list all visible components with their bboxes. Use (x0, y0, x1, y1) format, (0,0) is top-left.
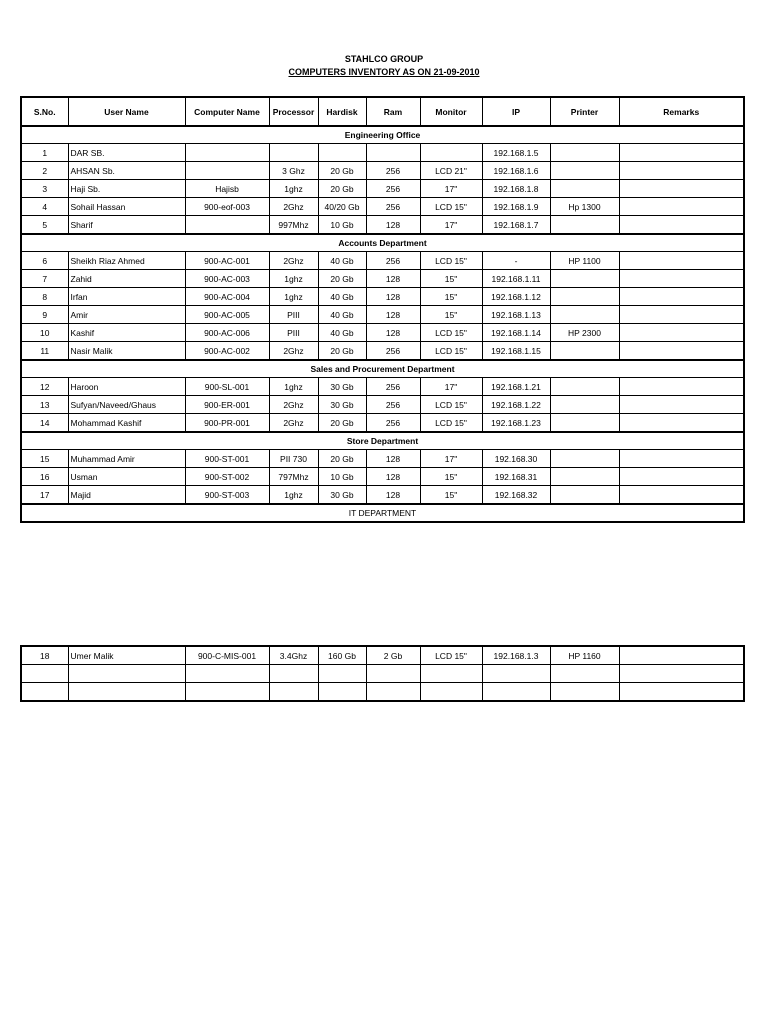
cell-sno: 10 (21, 324, 68, 342)
cell-sno: 17 (21, 486, 68, 505)
cell-sno: 16 (21, 468, 68, 486)
cell-ip: 192.168.1.23 (482, 414, 550, 433)
cell-ram: 128 (366, 216, 420, 235)
cell-hardisk: 10 Gb (318, 468, 366, 486)
table-row (21, 162, 744, 180)
column-header-ram: Ram (366, 97, 420, 126)
cell-hardisk: 20 Gb (318, 450, 366, 468)
cell-computer-name: 900-AC-002 (185, 342, 269, 361)
cell-monitor (420, 144, 482, 162)
cell-ram: 128 (366, 324, 420, 342)
cell-processor (269, 665, 318, 683)
department-title: Accounts Department (21, 234, 744, 252)
cell-processor (269, 144, 318, 162)
cell-ram (366, 665, 420, 683)
cell-user-name (68, 665, 185, 683)
cell-ram (366, 683, 420, 702)
cell-ram: 128 (366, 270, 420, 288)
cell-remarks (619, 270, 744, 288)
cell-computer-name: 900-ST-003 (185, 486, 269, 505)
cell-remarks (619, 665, 744, 683)
cell-ram (366, 144, 420, 162)
cell-computer-name (185, 144, 269, 162)
cell-processor: 797Mhz (269, 468, 318, 486)
cell-remarks (619, 468, 744, 486)
cell-remarks (619, 288, 744, 306)
cell-computer-name: 900-AC-003 (185, 270, 269, 288)
cell-computer-name (185, 665, 269, 683)
department-title: Sales and Procurement Department (21, 360, 744, 378)
cell-processor: 3.4Ghz (269, 646, 318, 665)
cell-monitor: 15" (420, 270, 482, 288)
cell-monitor (420, 665, 482, 683)
cell-monitor (420, 683, 482, 702)
cell-processor: 1ghz (269, 270, 318, 288)
cell-hardisk: 40 Gb (318, 324, 366, 342)
cell-printer (550, 180, 619, 198)
cell-user-name (68, 683, 185, 702)
cell-user-name: AHSAN Sb. (68, 162, 185, 180)
cell-ip (482, 665, 550, 683)
cell-computer-name: 900-AC-006 (185, 324, 269, 342)
cell-user-name: Irfan (68, 288, 185, 306)
cell-printer (550, 270, 619, 288)
table-row (21, 450, 744, 468)
cell-remarks (619, 324, 744, 342)
cell-ram: 128 (366, 450, 420, 468)
table-row (21, 216, 744, 235)
cell-hardisk: 20 Gb (318, 162, 366, 180)
cell-processor: 1ghz (269, 288, 318, 306)
cell-monitor: LCD 15" (420, 342, 482, 361)
cell-remarks (619, 646, 744, 665)
cell-ip: 192.168.30 (482, 450, 550, 468)
cell-user-name: DAR SB. (68, 144, 185, 162)
cell-hardisk: 40 Gb (318, 288, 366, 306)
cell-ip: 192.168.1.3 (482, 646, 550, 665)
cell-monitor: 15" (420, 288, 482, 306)
cell-sno (21, 683, 68, 702)
cell-processor: 2Ghz (269, 414, 318, 433)
cell-user-name: Sheikh Riaz Ahmed (68, 252, 185, 270)
department-row (21, 432, 744, 450)
cell-monitor: 15" (420, 468, 482, 486)
cell-processor: 2Ghz (269, 342, 318, 361)
cell-ram: 256 (366, 252, 420, 270)
cell-ip: 192.168.1.7 (482, 216, 550, 235)
cell-sno: 4 (21, 198, 68, 216)
cell-remarks (619, 683, 744, 702)
cell-user-name: Majid (68, 486, 185, 505)
cell-printer (550, 378, 619, 396)
table-row (21, 342, 744, 361)
column-header-user-name: User Name (68, 97, 185, 126)
table-row (21, 646, 744, 665)
cell-ram: 256 (366, 162, 420, 180)
cell-ip: 192.168.1.14 (482, 324, 550, 342)
table-row (21, 396, 744, 414)
table-row (21, 252, 744, 270)
cell-ip: 192.168.31 (482, 468, 550, 486)
table-row (21, 414, 744, 433)
column-header-printer: Printer (550, 97, 619, 126)
cell-sno: 5 (21, 216, 68, 235)
cell-printer: HP 1160 (550, 646, 619, 665)
cell-processor: 2Ghz (269, 396, 318, 414)
cell-printer (550, 468, 619, 486)
cell-processor: 1ghz (269, 180, 318, 198)
cell-user-name: Kashif (68, 324, 185, 342)
cell-processor: 997Mhz (269, 216, 318, 235)
cell-user-name: Mohammad Kashif (68, 414, 185, 433)
cell-printer (550, 288, 619, 306)
cell-sno: 18 (21, 646, 68, 665)
cell-hardisk (318, 683, 366, 702)
cell-printer (550, 665, 619, 683)
cell-printer (550, 144, 619, 162)
cell-hardisk: 20 Gb (318, 180, 366, 198)
cell-printer: HP 1100 (550, 252, 619, 270)
cell-hardisk (318, 665, 366, 683)
column-header-monitor: Monitor (420, 97, 482, 126)
column-header-sno: S.No. (21, 97, 68, 126)
cell-user-name: Usman (68, 468, 185, 486)
column-header-hardisk: Hardisk (318, 97, 366, 126)
cell-ip: 192.168.1.9 (482, 198, 550, 216)
cell-ram: 128 (366, 486, 420, 505)
cell-printer (550, 683, 619, 702)
cell-printer (550, 162, 619, 180)
cell-sno: 14 (21, 414, 68, 433)
table-row (21, 665, 744, 683)
table-row (21, 306, 744, 324)
cell-ram: 2 Gb (366, 646, 420, 665)
cell-printer: HP 2300 (550, 324, 619, 342)
cell-user-name: Sufyan/Naveed/Ghaus (68, 396, 185, 414)
inventory-table (20, 96, 745, 523)
cell-remarks (619, 306, 744, 324)
cell-user-name: Sohail Hassan (68, 198, 185, 216)
cell-monitor: 15" (420, 306, 482, 324)
table-row (21, 378, 744, 396)
cell-ram: 256 (366, 396, 420, 414)
cell-processor: 2Ghz (269, 198, 318, 216)
cell-sno: 11 (21, 342, 68, 361)
cell-sno: 12 (21, 378, 68, 396)
cell-sno: 9 (21, 306, 68, 324)
cell-hardisk: 30 Gb (318, 396, 366, 414)
cell-processor: 1ghz (269, 378, 318, 396)
cell-remarks (619, 198, 744, 216)
cell-monitor: LCD 15" (420, 646, 482, 665)
cell-monitor: LCD 15" (420, 252, 482, 270)
cell-user-name: Amir (68, 306, 185, 324)
cell-printer (550, 414, 619, 433)
cell-ip: 192.168.1.21 (482, 378, 550, 396)
cell-computer-name: 900-AC-005 (185, 306, 269, 324)
cell-ram: 128 (366, 468, 420, 486)
cell-monitor: 17" (420, 450, 482, 468)
cell-processor: PIII (269, 324, 318, 342)
table-row (21, 324, 744, 342)
cell-user-name: Umer Malik (68, 646, 185, 665)
inventory-subtitle: COMPUTERS INVENTORY AS ON 21-09-2010 (288, 67, 480, 77)
cell-printer (550, 486, 619, 505)
cell-remarks (619, 252, 744, 270)
cell-sno: 3 (21, 180, 68, 198)
cell-monitor: LCD 15" (420, 198, 482, 216)
cell-monitor: LCD 15" (420, 396, 482, 414)
cell-user-name: Muhammad Amir (68, 450, 185, 468)
cell-processor: 3 Ghz (269, 162, 318, 180)
table-row (21, 288, 744, 306)
column-header-computer-name: Computer Name (185, 97, 269, 126)
cell-ip: 192.168.1.5 (482, 144, 550, 162)
cell-hardisk: 30 Gb (318, 486, 366, 505)
cell-ram: 256 (366, 342, 420, 361)
department-title: Engineering Office (21, 126, 744, 144)
cell-remarks (619, 216, 744, 235)
header-row (21, 97, 744, 126)
cell-monitor: 15" (420, 486, 482, 505)
table-row (21, 144, 744, 162)
cell-computer-name: Hajisb (185, 180, 269, 198)
department-row (21, 360, 744, 378)
cell-computer-name: 900-SL-001 (185, 378, 269, 396)
cell-hardisk: 40/20 Gb (318, 198, 366, 216)
cell-computer-name: 900-AC-001 (185, 252, 269, 270)
cell-ip: 192.168.1.22 (482, 396, 550, 414)
cell-user-name: Haroon (68, 378, 185, 396)
it-department-table (20, 645, 745, 702)
table-row (21, 180, 744, 198)
cell-ip: 192.168.1.15 (482, 342, 550, 361)
cell-hardisk: 20 Gb (318, 342, 366, 361)
cell-remarks (619, 162, 744, 180)
column-header-processor: Processor (269, 97, 318, 126)
cell-computer-name (185, 216, 269, 235)
cell-ram: 256 (366, 378, 420, 396)
department-title: IT DEPARTMENT (21, 504, 744, 522)
cell-processor: 1ghz (269, 486, 318, 505)
table-row (21, 468, 744, 486)
cell-printer (550, 342, 619, 361)
cell-ip: 192.168.32 (482, 486, 550, 505)
cell-computer-name: 900-ST-001 (185, 450, 269, 468)
cell-computer-name: 900-eof-003 (185, 198, 269, 216)
cell-hardisk (318, 144, 366, 162)
cell-processor (269, 683, 318, 702)
cell-processor: PII 730 (269, 450, 318, 468)
cell-ram: 256 (366, 414, 420, 433)
table-row (21, 486, 744, 505)
cell-printer (550, 306, 619, 324)
cell-user-name: Haji Sb. (68, 180, 185, 198)
cell-computer-name: 900-C-MIS-001 (185, 646, 269, 665)
cell-monitor: LCD 15" (420, 414, 482, 433)
cell-printer (550, 396, 619, 414)
cell-monitor: LCD 21" (420, 162, 482, 180)
department-row (21, 126, 744, 144)
cell-sno: 1 (21, 144, 68, 162)
department-title: Store Department (21, 432, 744, 450)
column-header-ip: IP (482, 97, 550, 126)
cell-remarks (619, 378, 744, 396)
cell-computer-name: 900-AC-004 (185, 288, 269, 306)
cell-computer-name: 900-ER-001 (185, 396, 269, 414)
cell-monitor: 17" (420, 378, 482, 396)
cell-ip: 192.168.1.8 (482, 180, 550, 198)
cell-sno: 2 (21, 162, 68, 180)
department-row (21, 234, 744, 252)
cell-sno (21, 665, 68, 683)
cell-remarks (619, 144, 744, 162)
column-header-remarks: Remarks (619, 97, 744, 126)
cell-ram: 256 (366, 180, 420, 198)
cell-hardisk: 30 Gb (318, 378, 366, 396)
cell-sno: 15 (21, 450, 68, 468)
cell-ip: 192.168.1.13 (482, 306, 550, 324)
cell-ip: 192.168.1.12 (482, 288, 550, 306)
cell-ip: - (482, 252, 550, 270)
cell-monitor: LCD 15" (420, 324, 482, 342)
cell-ip: 192.168.1.11 (482, 270, 550, 288)
cell-hardisk: 160 Gb (318, 646, 366, 665)
cell-printer (550, 450, 619, 468)
cell-remarks (619, 414, 744, 433)
cell-remarks (619, 342, 744, 361)
department-row (21, 504, 744, 522)
cell-processor: PIII (269, 306, 318, 324)
cell-computer-name: 900-PR-001 (185, 414, 269, 433)
cell-printer: Hp 1300 (550, 198, 619, 216)
cell-remarks (619, 180, 744, 198)
cell-hardisk: 20 Gb (318, 414, 366, 433)
table-row (21, 270, 744, 288)
cell-ip: 192.168.1.6 (482, 162, 550, 180)
cell-computer-name (185, 162, 269, 180)
cell-sno: 8 (21, 288, 68, 306)
cell-remarks (619, 450, 744, 468)
cell-hardisk: 20 Gb (318, 270, 366, 288)
cell-processor: 2Ghz (269, 252, 318, 270)
cell-computer-name (185, 683, 269, 702)
company-title: STAHLCO GROUP (344, 54, 424, 64)
cell-remarks (619, 396, 744, 414)
table-row (21, 683, 744, 702)
cell-user-name: Nasir Malik (68, 342, 185, 361)
cell-ip (482, 683, 550, 702)
cell-printer (550, 216, 619, 235)
cell-monitor: 17" (420, 180, 482, 198)
cell-hardisk: 10 Gb (318, 216, 366, 235)
cell-computer-name: 900-ST-002 (185, 468, 269, 486)
table-row (21, 198, 744, 216)
cell-ram: 128 (366, 306, 420, 324)
cell-monitor: 17" (420, 216, 482, 235)
cell-sno: 6 (21, 252, 68, 270)
cell-hardisk: 40 Gb (318, 306, 366, 324)
cell-hardisk: 40 Gb (318, 252, 366, 270)
cell-ram: 128 (366, 288, 420, 306)
cell-user-name: Zahid (68, 270, 185, 288)
cell-sno: 7 (21, 270, 68, 288)
cell-ram: 256 (366, 198, 420, 216)
cell-user-name: Sharif (68, 216, 185, 235)
cell-sno: 13 (21, 396, 68, 414)
cell-remarks (619, 486, 744, 505)
